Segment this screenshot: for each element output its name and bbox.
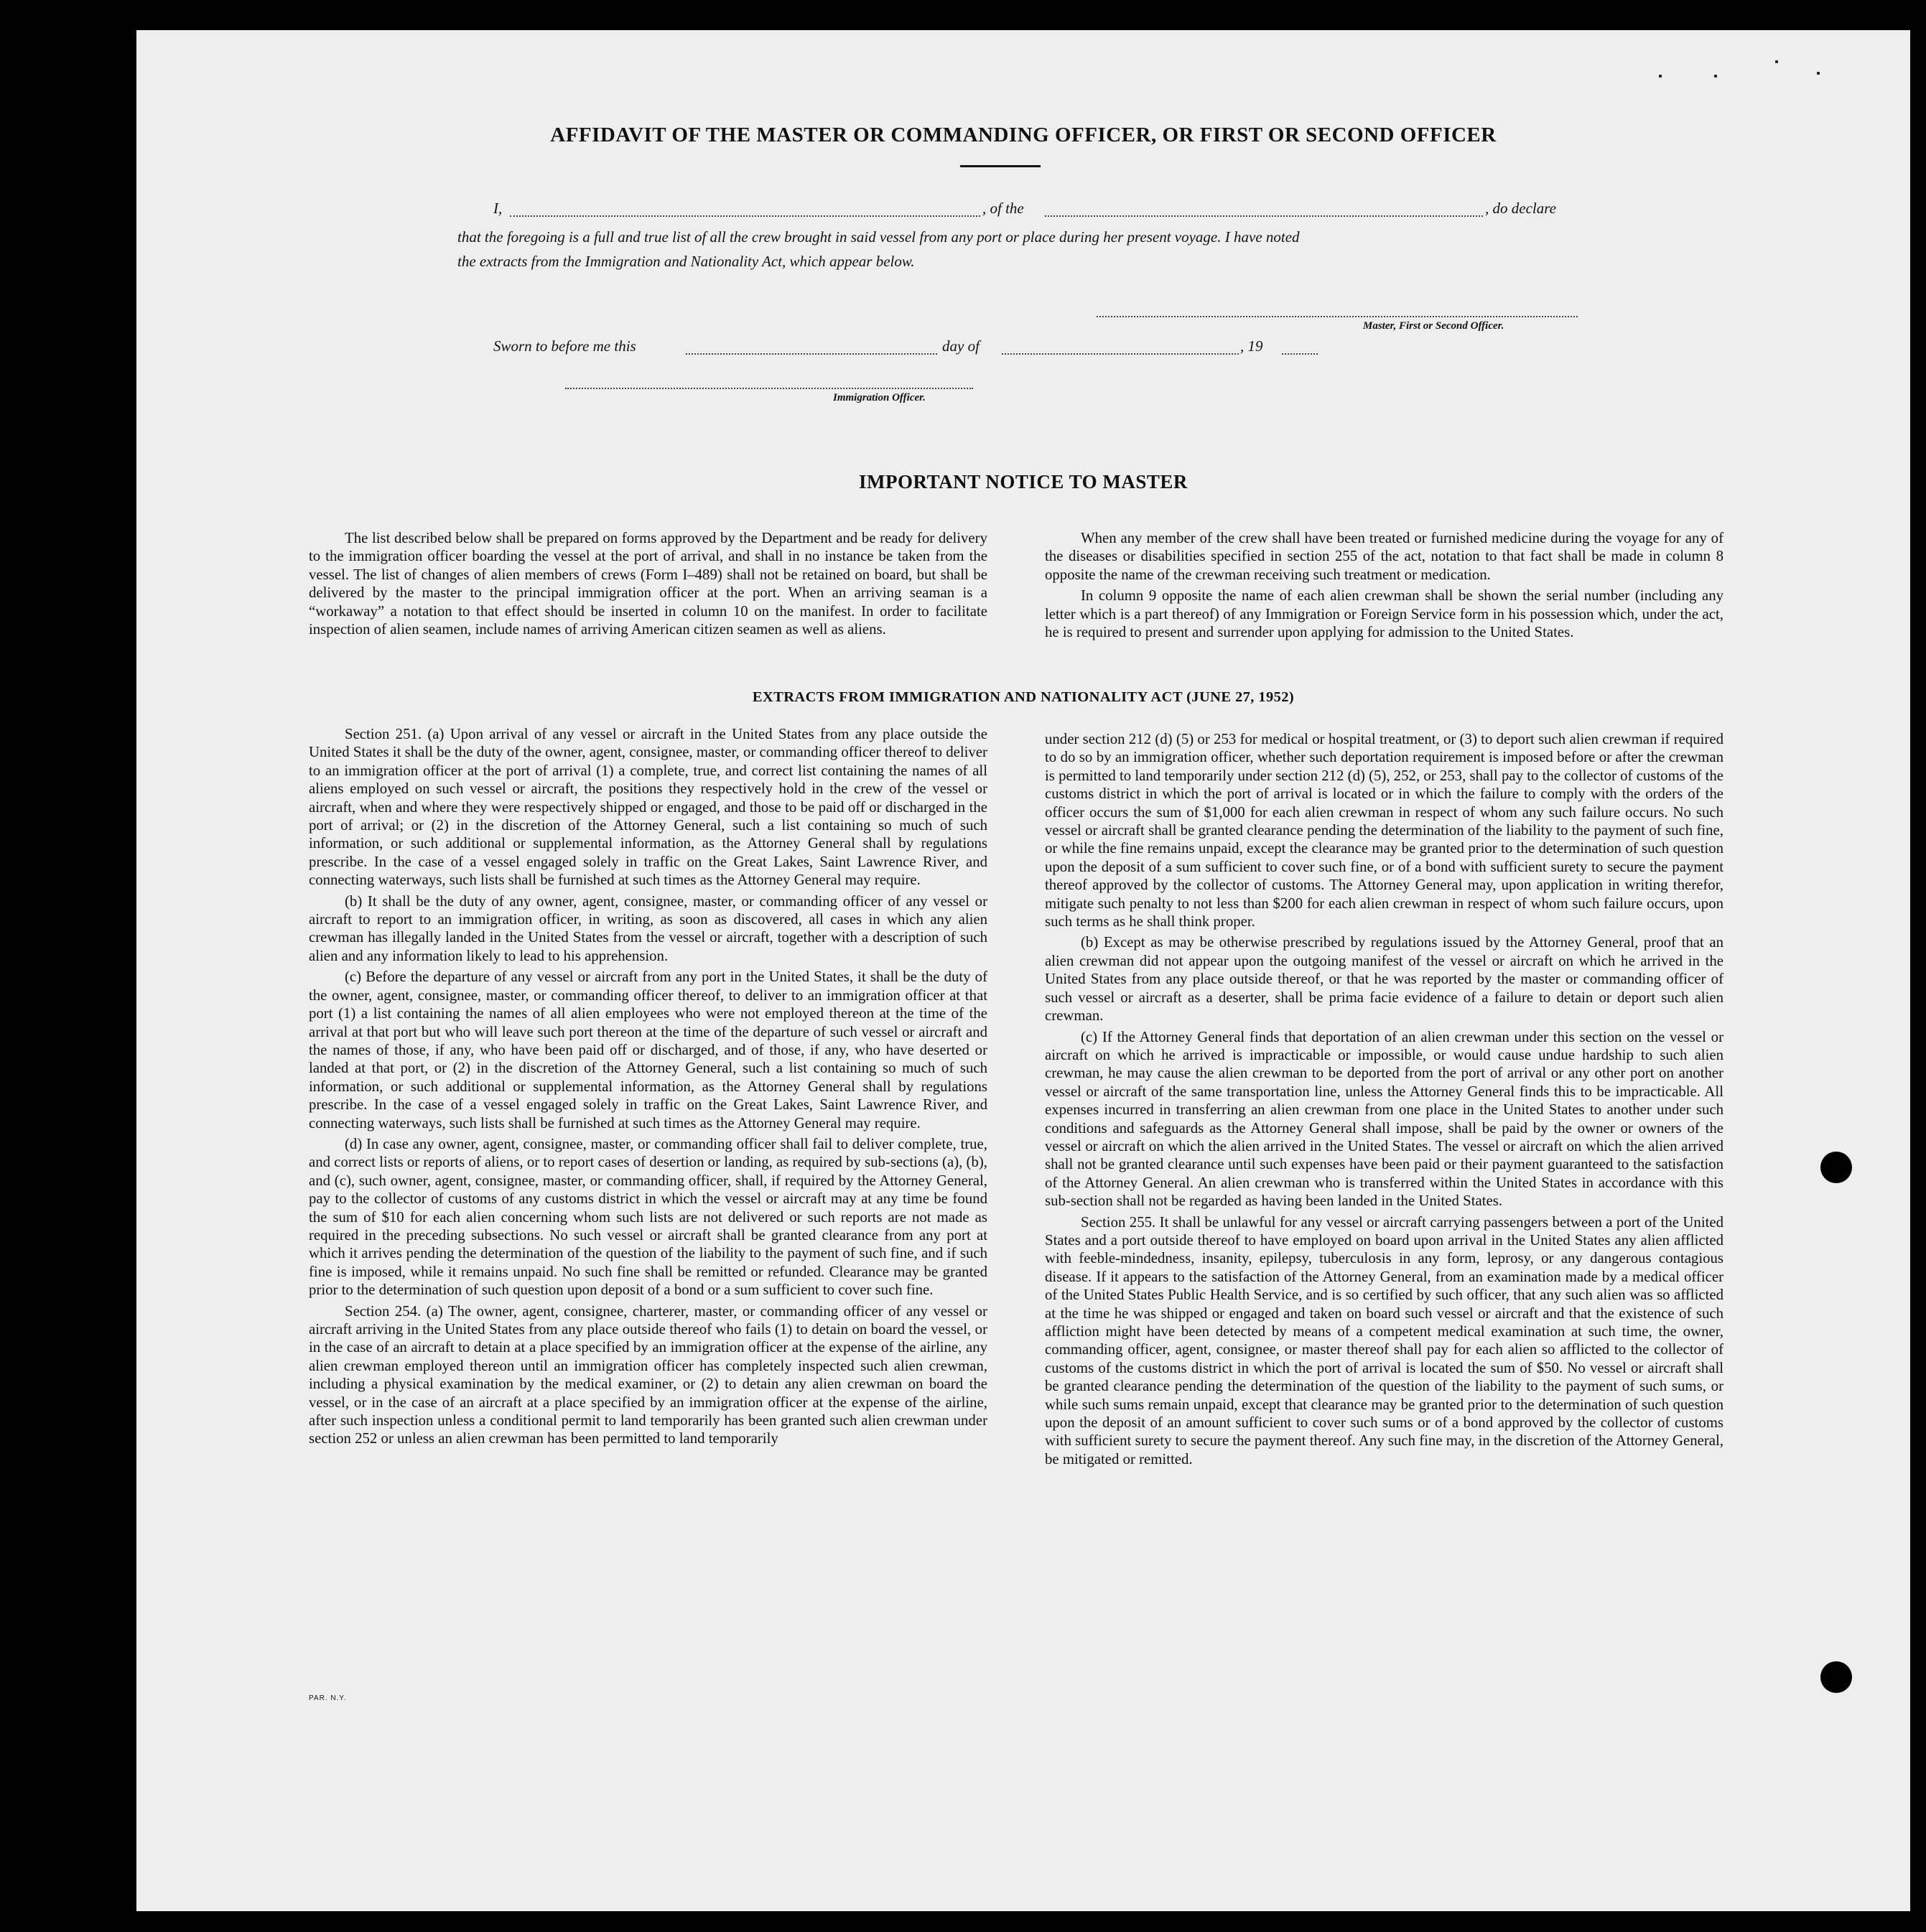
- section-251d: (d) In case any owner, agent, consignee, master, or commanding officer shall fail to deliver complete, true, and correct lists or reports of aliens, or to report cases of desertion or landing, as required by sub-sections (a), (b), and (c), such owner, agent, consignee, master, or commanding officer, shall, if required by the Attorney General, pay to the collector of customs of any customs district in which the vessel or aircraft may at any time be found the sum of $10 for each alien concerning whom such lists are not delivered or such reports are not made as required in the preceding subsections. No such vessel or aircraft shall be granted clearance from any port at which it arrives pending the determination of the question of the liability to the payment of such fine, and if such fine is imposed, while it remains unpaid. No such fine shall be remitted or refunded. Clearance may be granted prior to the determination of such question upon deposit of a bond or a sum sufficient to cover such fine.: [309, 1135, 987, 1299]
- section-251b: (b) It shall be the duty of any owner, agent, consignee, master, or commanding officer of any vessel or aircraft to report to an immigration officer, in writing, as soon as discovered, all cases in which any alien crewman has illegally landed in the United States from the vessel or aircraft, together with a description of such alien and any information likely to lead to his apprehension.: [309, 892, 987, 964]
- section-254c: (c) If the Attorney General finds that deportation of an alien crewman under this section on the vessel or aircraft on which he arrived is impracticable or impossible, or would cause undue hardship to such alien crewman, he may cause the alien crewman to be deported from the port of arrival or any other port on another vessel or aircraft of the same transportation line, unless the Attorney General finds this to be impracticable. All expenses incurred in transferring an alien crewman from one place in the United States to another under such conditions and safeguards as the Attorney General shall impose, shall be paid by the owner or owners of the vessel or aircraft on which the alien arrived in the United States. The vessel or aircraft on which the alien arrived shall not be granted clearance until such expenses have been paid or their payment guaranteed to the satisfaction of the Attorney General. An alien crewman who is transferred within the United States in accordance with this sub-section shall not be regarded as having been landed in the United States.: [1045, 1028, 1723, 1210]
- punch-hole-upper: [1820, 1152, 1852, 1183]
- speck: [1714, 75, 1717, 78]
- document-page: [136, 30, 1910, 1911]
- section-254a: Section 254. (a) The owner, agent, consignee, charterer, master, or commanding officer of any vessel or aircraft arriving in the United States from any place outside thereof who fails (1) to detain on board the vessel, or in the case of an aircraft to detain at a place specified by an immigration officer at the expense of the airline, any alien crewman employed thereon until an immigration officer has completely inspected such alien crewman, including a physical examination by the medical examiner, or (2) to detain any alien crewman on board the vessel, or in the case of an aircraft at a place specified by an immigration officer at the expense of the airline, after such inspection unless a conditional permit to land temporarily has been granted such alien crewman under section 252 or unless an alien crewman has been permitted to land temporarily: [309, 1302, 987, 1447]
- section-255: Section 255. It shall be unlawful for any vessel or aircraft carrying passengers between a port of the United States and a port outside thereof to have employed on board upon arrival in the United States any alien afflicted with feeble-mindedness, insanity, epilepsy, tuberculosis in any form, leprosy, or any dangerous contagious disease. If it appears to the satisfaction of the Attorney General, from an examination made by a medical officer of the United States Public Health Service, and is so certified by such officer, that any such alien was so afflicted at the time he was shipped or engaged and taken on board such vessel or aircraft and that the existence of such affliction might have been detected by means of a competent medical examination at such time, the owner, commanding officer, agent, consignee, or master thereof shall pay for each alien so afflicted to the collector of customs of the customs district in which the port of arrival is located the sum of $50. No vessel or aircraft shall be granted clearance pending the determination of the question of the liability to the payment of such sums, or while such sums remain unpaid, except that clearance may be granted prior to the determination of such question upon the deposit of an amount sufficient to cover such sums or of a bond approved by the collector of customs with sufficient surety to secure the payment thereof. Any such fine may, in the discretion of the Attorney General, be mitigated or remitted.: [1045, 1213, 1723, 1467]
- title-underline: [960, 165, 1041, 167]
- declare-of-the-label: , of the: [982, 200, 1024, 217]
- declarant-name-field[interactable]: [510, 215, 980, 217]
- notice-right-column: [1045, 529, 1723, 641]
- section-251a: Section 251. (a) Upon arrival of any vessel or aircraft in the United States from any place outside the United States it shall be the duty of the owner, agent, consignee, master, or commanding officer thereof to deliver to an immigration officer at the port of arrival (1) a complete, true, and correct list containing the names of all aliens employed on such vessel or aircraft, the positions they respectively hold in the crew of the vessel or aircraft, when and where they were respectively shipped or engaged, and those to be paid off or discharged in the port of arrival; or (2) in the discretion of the Attorney General, such a list containing so much of such information, or such additional or supplemental information, as the Attorney General shall by regulations prescribe. In the case of a vessel engaged solely in traffic on the Great Lakes, Saint Lawrence River, and connecting waterways, such lists shall be furnished at such times as the Attorney General may require.: [309, 726, 987, 889]
- speck: [1659, 75, 1662, 78]
- notice-right-paragraph-2: In column 9 opposite the name of each alien crewman shall be shown the serial number (including any letter which is a part thereof) of any Immigration or Foreign Service form in his possession which, under the act, he is required to present and surrender upon applying for admission to the United States.: [1045, 587, 1723, 641]
- section-254a-continued: under section 212 (d) (5) or 253 for medical or hospital treatment, or (3) to deport such alien crewman if required to do so by an immigration officer, whether such deportation requirement is imposed before or after the crewman is permitted to land temporarily under section 212 (d) (5), 252, or 253, shall pay to the collector of customs of the customs district in which the port of arrival is located or in which the failure to comply with the orders of the officer occurs the sum of $1,000 for each alien crewman in respect of whom any such failure occurs. No such vessel or aircraft shall be granted clearance pending the determination of the liability to the payment of such fine, or while the fine remains unpaid, except the clearance may be granted prior to the determination of such question upon the deposit of a sum sufficient to cover such fine, or of a bond with sufficient surety to secure the payment thereof approved by the collector of customs. The Attorney General may, upon application in writing therefor, mitigate such penalty to not less than $200 for each alien crewman in respect of whom such failure occurs, upon such terms as he shall think proper.: [1045, 731, 1723, 930]
- master-signature-label: Master, First or Second Officer.: [1363, 320, 1504, 332]
- section-251c: (c) Before the departure of any vessel or aircraft from any port in the United States, it shall be the duty of the owner, agent, consignee, master, or commanding officer thereof, to deliver to an immigration officer at that port (1) a list containing the names of all alien employees who were not employed thereon at the time of the arrival at that port but who will leave such port thereon at the time of the departure of such vessel or aircraft and the names of those, if any, who have been paid off or discharged, and of those, if any, who have deserted or landed at that port, or (2) in the discretion of the Attorney General, such a list containing so much of such information, or such additional or supplemental information, as the Attorney General shall by regulations prescribe. In the case of a vessel engaged solely in traffic on the Great Lakes, Saint Lawrence River, and connecting waterways, such lists shall be furnished at such times as the Attorney General may require.: [309, 969, 987, 1131]
- declare-i-label: I,: [493, 200, 503, 217]
- sworn-date-field[interactable]: [686, 353, 937, 355]
- notice-right-paragraph-1: When any member of the crew shall have been treated or furnished medicine during the voyage for any of the diseases or disabilities specified in section 255 of the act, notation to that fact shall be made in column 8 opposite the name of the crewman receiving such treatment or medication.: [1045, 530, 1723, 583]
- officer-signature-field[interactable]: [565, 388, 973, 389]
- extracts-title: EXTRACTS FROM IMMIGRATION AND NATIONALITY ACT (JUNE 27, 1952): [752, 689, 1295, 705]
- section-254b: (b) Except as may be otherwise prescribed by regulations issued by the Attorney General, proof that an alien crewman did not appear upon the outgoing manifest of the vessel or aircraft on which he arrived in the United States from any place outside thereof, or that he was reported by the master or commanding officer of such vessel or aircraft as a deserter, shall be prima facie evidence of a failure to detain or deport such alien crewman.: [1045, 934, 1723, 1025]
- extracts-right-column: [1045, 730, 1723, 1468]
- notice-title: IMPORTANT NOTICE TO MASTER: [859, 471, 1188, 493]
- declare-end-label: , do declare: [1485, 200, 1556, 217]
- vessel-name-field[interactable]: [1045, 215, 1483, 217]
- notice-left-paragraph: The list described below shall be prepared on forms approved by the Department and be ready for delivery to the immigration officer boarding the vessel at the port of arrival, and shall in no instance be taken from the vessel. The list of changes of alien members of crews (Form I–489) shall not be retained on board, but shall be delivered by the master to the principal immigration officer at the port. When an arriving seaman is a “workaway” a notation to that effect should be inserted in column 10 on the manifest. In order to facilitate inspection of alien seamen, include names of arriving American citizen seamen as well as aliens.: [309, 530, 987, 638]
- affidavit-title: AFFIDAVIT OF THE MASTER OR COMMANDING OFFICER, OR FIRST OR SECOND OFFICER: [550, 123, 1497, 146]
- sworn-label: Sworn to before me this: [493, 337, 636, 355]
- printer-mark: PAR. N.Y.: [309, 1694, 347, 1702]
- year-label: , 19: [1240, 337, 1263, 355]
- sworn-month-field[interactable]: [1002, 353, 1239, 355]
- speck: [1817, 72, 1820, 75]
- affidavit-line-2: that the foregoing is a full and true list of all the crew brought in said vessel from any port or place during her present voyage. I have noted: [457, 228, 1300, 246]
- sworn-year-field[interactable]: [1282, 353, 1318, 355]
- notice-left-column: [309, 529, 987, 638]
- punch-hole-lower: [1820, 1661, 1852, 1693]
- master-signature-field[interactable]: [1097, 316, 1578, 317]
- day-of-label: day of: [942, 337, 980, 355]
- affidavit-line-3: the extracts from the Immigration and Nationality Act, which appear below.: [457, 253, 915, 270]
- extracts-left-column: [309, 725, 987, 1448]
- officer-signature-label: Immigration Officer.: [833, 392, 926, 403]
- speck: [1775, 60, 1778, 63]
